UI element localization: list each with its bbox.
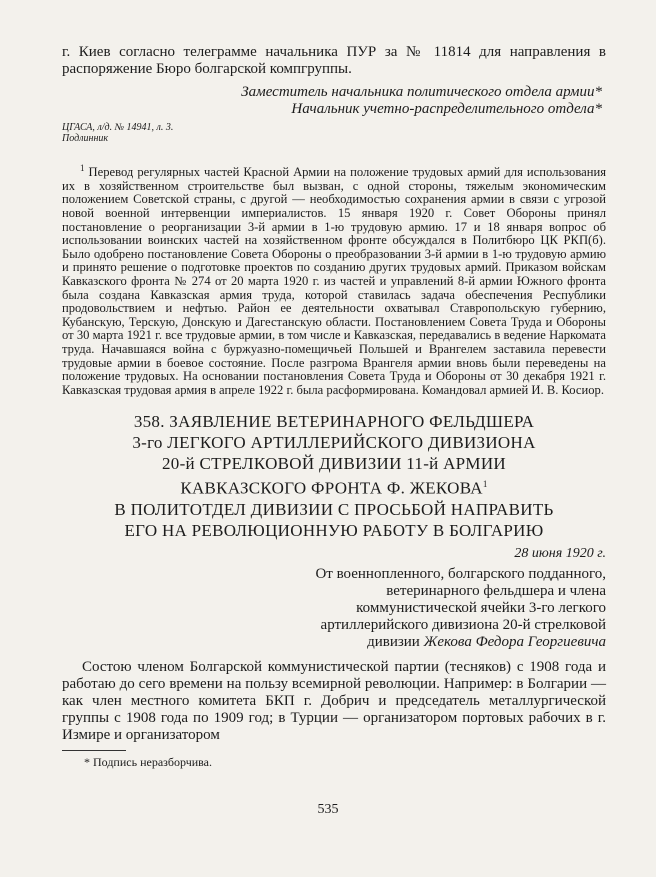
heading-line: 3-го ЛЕГКОГО АРТИЛЛЕРИЙСКОГО ДИВИЗИОНА — [132, 433, 536, 453]
heading-note-marker: 1 — [482, 479, 488, 490]
sender-line: дивизии Жекова Федора Георгиевича — [367, 633, 606, 650]
archive-reference — [62, 122, 606, 144]
signature-line-1: Заместитель начальника политического отдела армии* — [241, 84, 602, 100]
endnote-marker: 1 — [80, 163, 85, 173]
document-date: 28 июня 1920 г. — [514, 545, 606, 561]
heading-line: ЕГО НА РЕВОЛЮЦИОННУЮ РАБОТУ В БОЛГАРИЮ — [124, 520, 544, 540]
signature-mark-2: * — [594, 101, 602, 117]
sender-line: артиллерийского дивизиона 20-й стрелковой — [320, 616, 606, 633]
footnote — [62, 755, 606, 769]
signature-line-2: Начальник учетно-распределительного отдела* — [291, 101, 602, 117]
page-number: 535 — [317, 802, 339, 817]
signature-block — [62, 84, 606, 118]
endnote-text: Перевод регулярных частей Красной Армии на положение трудовых армий для использования их в хозяйственном строительстве был вызван, с одной стороны, тяжелым экономическим положением Советской страны, с другой — необходимостью сохранения армии в связи с угрозой новой военной интервенции империалистов. 15 января 1920 г. Совет Обороны принял постановление о реорганизации 3-й армии в 1-ю трудовую армию. 17 и 18 января вопрос об использовании воинских частей на хозяйственном фронте обсуждался в Политбюро ЦК РКП(б). Было одобрено постановление Совета Обороны о преобразовании 3-й армии в 1-ю трудовую армию и принято решение о подготовке проектов по созданию других трудовых армий. Приказом войскам Кавказского фронта № 274 от 20 марта 1920 г. из частей и управлений 8-й армии Южного фронта была создана Кавказская армия труда, которой ставилась задача обеспечения Республики продовольствием и нефтью. Район ее деятельности охватывал Ставропольскую губернию, Кубанскую, Терскую, Донскую и Дагестанскую области. Постановлением Совета Труда и Обороны от 30 марта 1921 г. все трудовые армии, в том числе и Кавказская, передавались в ведение Наркомата труда. Начавшаяся война с буржуазно-помещичьей Польшей и Врангелем заставила перевести трудовые армии в боевое состояние. После разгрома Врангеля армии вновь были переведены на положение трудовых. На основании постановления Совета Труда и Обороны от 30 декабря 1921 г. Кавказская трудовая армия в апреле 1922 г. была расформирована. Командовал армией И. В. Косиор. — [62, 165, 606, 397]
document-heading — [62, 411, 606, 541]
sender-line: коммунистической ячейки 3-го легкого — [356, 599, 606, 616]
sender-line: ветеринарного фельдшера и члена — [386, 582, 606, 599]
footnote-marker: * — [84, 754, 90, 769]
sender-block — [62, 566, 606, 651]
body-paragraph: Состою членом Болгарской коммунистической партии (тесняков) с 1908 года и работаю до сего времени на пользу всемирной революции. Например: в Болгарии — как член местного комитета БКП г. Добрич и председатель металлургической группы с 1908 года по 1909 год; в Турции — организатором портовых рабочих в г. Измире и организатором — [62, 658, 606, 743]
heading-line: 358. ЗАЯВЛЕНИЕ ВЕТЕРИНАРНОГО ФЕЛЬДШЕРА — [133, 412, 535, 432]
application-body — [62, 659, 606, 744]
sender-name: Жекова Федора Георгиевича — [423, 633, 606, 650]
archive-citation: ЦГАСА, л/д. № 14941, л. 3. — [62, 122, 174, 133]
footnote-divider — [62, 750, 126, 751]
endnote — [62, 162, 606, 397]
footnote-text: Подпись неразборчива. — [93, 754, 212, 769]
heading-line: КАВКАЗСКОГО ФРОНТА Ф. ЖЕКОВА$^1$ — [180, 478, 488, 498]
heading-line: 20-й СТРЕЛКОВОЙ ДИВИЗИИ 11-й АРМИИ — [162, 454, 506, 474]
intro-paragraph: г. Киев согласно телеграмме начальника ПУР за № 11814 для направления в распоряжение Бюро болгарской компгруппы. — [62, 44, 606, 77]
heading-line: В ПОЛИТОТДЕЛ ДИВИЗИИ С ПРОСЬБОЙ НАПРАВИТЬ — [114, 499, 554, 519]
sender-line: От военнопленного, болгарского подданного, — [315, 565, 606, 582]
archive-status: Подлинник — [62, 133, 109, 144]
signature-mark-1: * — [594, 84, 602, 100]
